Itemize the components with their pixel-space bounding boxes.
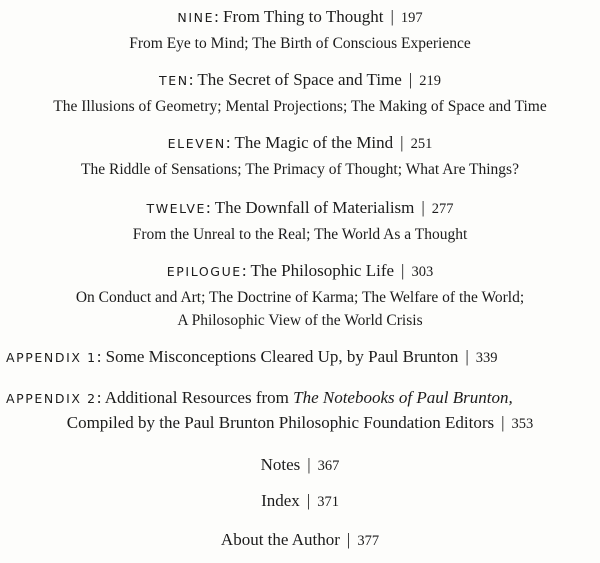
- page-number: 371: [317, 494, 339, 510]
- colon: :: [214, 7, 219, 26]
- page-number: 367: [317, 458, 340, 474]
- toc-subtitle-eleven: The Riddle of Sensations; The Primacy of Thought; What Are Things?: [81, 161, 519, 178]
- chapter-label: ELEVEN: [167, 136, 226, 151]
- page-number: 197: [400, 10, 423, 26]
- toc-entry-appendix-2: [6, 388, 596, 409]
- separator: |: [400, 133, 404, 152]
- chapter-label: TEN: [159, 73, 189, 88]
- chapter-label: TWELVE: [146, 201, 206, 216]
- toc-entry-twelve: [0, 198, 600, 219]
- toc-subtitle-epilogue-line1: On Conduct and Art; The Doctrine of Karma; The Welfare of the World;: [75, 289, 525, 306]
- toc-entry-about-the-author: [0, 530, 600, 551]
- colon: :: [225, 133, 231, 152]
- page-number: 303: [411, 264, 434, 280]
- toc-entry-eleven: [0, 133, 600, 154]
- toc-entry-epilogue: [0, 261, 600, 282]
- toc-subtitle-ten: The Illusions of Geometry; Mental Projections; The Making of Space and Time: [53, 98, 547, 115]
- toc-entry-appendix-1: [6, 347, 596, 368]
- colon: :: [96, 388, 102, 407]
- chapter-title: The Philosophic Life: [250, 261, 395, 280]
- page-number: 353: [511, 416, 534, 432]
- separator: |: [306, 491, 311, 510]
- chapter-title: The Downfall of Materialism: [214, 198, 415, 217]
- toc-entry-ten: [0, 70, 600, 91]
- separator: |: [421, 198, 425, 217]
- colon: :: [241, 261, 247, 280]
- page-number: 219: [419, 73, 441, 89]
- appendix-label: APPENDIX 1: [6, 350, 97, 365]
- toc-entry-nine: [0, 7, 600, 28]
- separator: |: [346, 530, 351, 549]
- chapter-title: From Thing to Thought: [223, 7, 384, 26]
- separator: |: [501, 413, 505, 432]
- page-number: 377: [357, 533, 380, 549]
- toc-entry-notes: [0, 455, 600, 476]
- chapter-label: EPILOGUE: [166, 264, 242, 279]
- colon: :: [188, 70, 194, 89]
- page-number: 277: [431, 201, 454, 217]
- appendix-label: APPENDIX 2: [6, 391, 97, 406]
- toc-subtitle-twelve: From the Unreal to the Real; The World As a Thought: [132, 226, 468, 243]
- back-matter-title: Index: [261, 491, 300, 510]
- colon: :: [206, 198, 211, 217]
- separator: |: [401, 261, 405, 280]
- colon: :: [96, 347, 102, 366]
- toc-entry-index: [0, 491, 600, 512]
- back-matter-title: About the Author: [220, 530, 340, 549]
- appendix-line2: Compiled by the Paul Brunton Philosophic Foundation Editors: [66, 413, 495, 432]
- page-number: 339: [475, 350, 498, 366]
- separator: |: [307, 455, 311, 474]
- separator: |: [408, 70, 413, 89]
- chapter-title: The Magic of the Mind: [234, 133, 394, 152]
- back-matter-title: Notes: [260, 455, 301, 474]
- toc-subtitle-epilogue-line2: A Philosophic View of the World Crisis: [177, 312, 423, 329]
- appendix-title-prefix: Additional Resources from: [104, 388, 294, 407]
- toc-subtitle-nine: From Eye to Mind; The Birth of Conscious Experience: [129, 35, 471, 52]
- separator: |: [390, 7, 394, 26]
- appendix-title-italic: The Notebooks of Paul Brunton,: [293, 388, 513, 407]
- chapter-label: NINE: [177, 10, 215, 25]
- toc-entry-appendix-2-line2: [0, 413, 600, 434]
- separator: |: [465, 347, 469, 366]
- page-number: 251: [410, 136, 433, 152]
- appendix-title: Some Misconceptions Cleared Up, by Paul Brunton: [105, 347, 459, 366]
- chapter-title: The Secret of Space and Time: [197, 70, 402, 89]
